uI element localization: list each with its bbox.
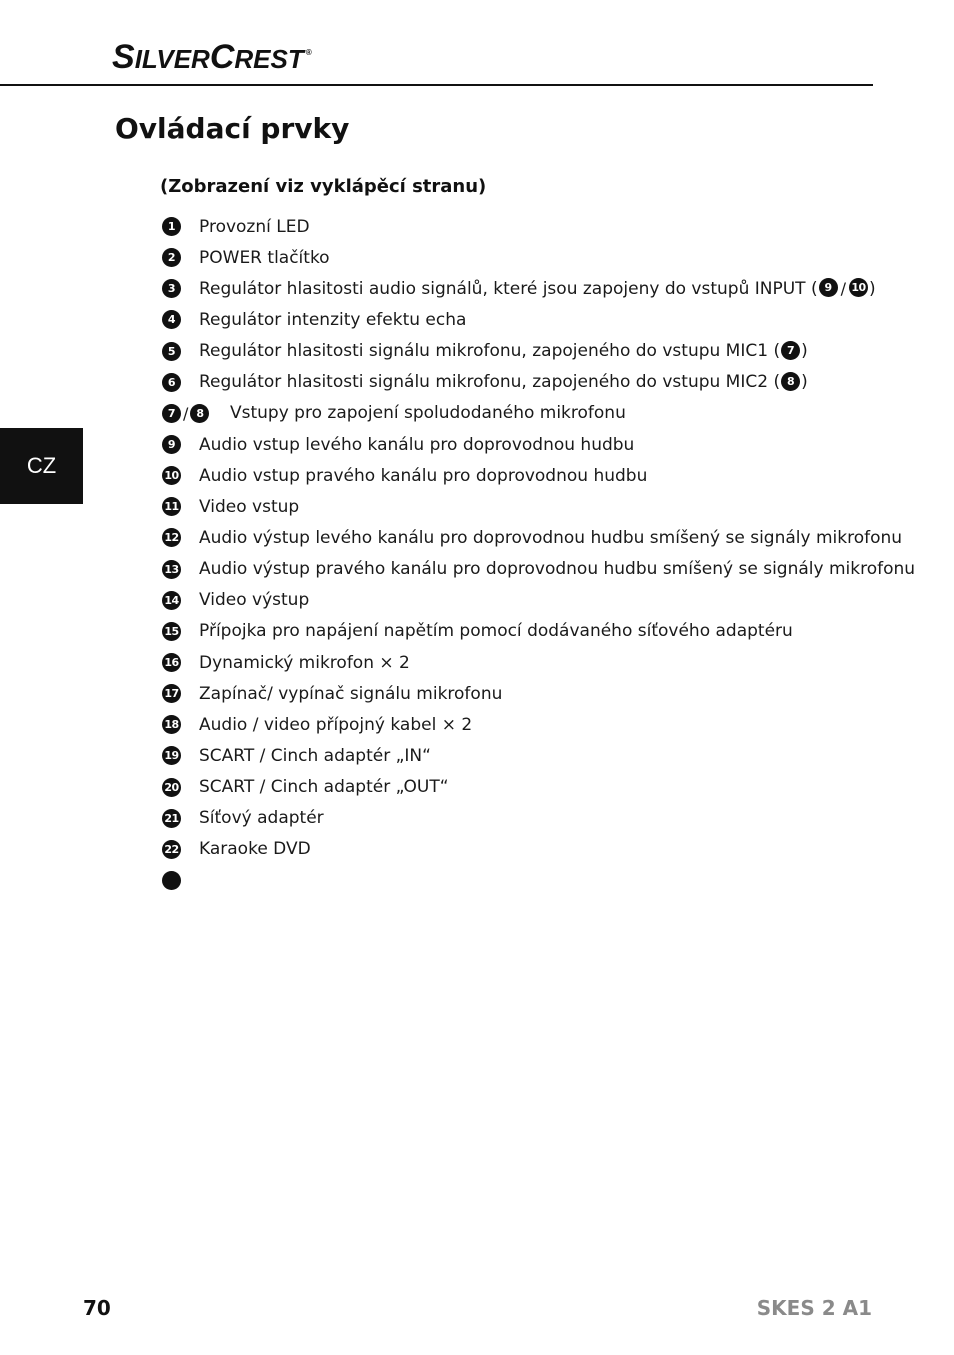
item-number-badge: 10 (162, 466, 181, 485)
item-number-badge (162, 871, 181, 890)
item-text: SCART / Cinch adaptér „OUT“ (199, 777, 449, 798)
item-text: Audio výstup pravého kanálu pro doprovodnou hudbu smíšený se signály mikrofonu (199, 559, 916, 580)
item-number-badge: 16 (162, 653, 181, 672)
item-number-badge: 22 (162, 840, 181, 859)
list-item (162, 865, 915, 896)
item-text: Audio vstup levého kanálu pro doprovodnou hudbu (199, 434, 635, 455)
item-text-tail: ) (801, 372, 808, 393)
language-tab: CZ (0, 428, 83, 504)
header-rule (0, 84, 873, 86)
controls-list (162, 211, 915, 896)
list-item (162, 304, 915, 335)
item-text-tail: ) (801, 341, 808, 362)
logo-letter-s: S (112, 38, 135, 76)
list-item (162, 522, 915, 553)
list-item: 3 Regulátor hlasitosti audio signálů, které jsou zapojeny do vstupů INPUT ( 9 / 10 ) (162, 273, 915, 304)
item-number-badge: 4 (162, 310, 181, 329)
item-text: Audio / video přípojný kabel × 2 (199, 714, 473, 735)
item-text: Přípojka pro napájení napětím pomocí dodávaného síťového adaptéru (199, 621, 793, 642)
item-number-badge: 3 (162, 279, 181, 298)
item-number-badge: 5 (162, 342, 181, 361)
list-item (162, 709, 915, 740)
item-text: Provozní LED (199, 216, 310, 237)
item-text: Audio vstup pravého kanálu pro doprovodnou hudbu (199, 465, 648, 486)
logo-text-ilver: ILVER (134, 44, 210, 74)
page-number: 70 (83, 1296, 111, 1320)
list-item (162, 647, 915, 678)
item-text: SCART / Cinch adaptér „IN“ (199, 745, 431, 766)
list-item (162, 834, 915, 865)
list-item (162, 242, 915, 273)
list-item (162, 491, 915, 522)
item-text: Video výstup (199, 590, 310, 611)
list-item (162, 336, 915, 367)
item-text-tail: ) (868, 278, 876, 299)
reference-badge: 7 (781, 341, 800, 360)
item-text: Regulátor intenzity efektu echa (199, 309, 467, 330)
section-subtitle: (Zobrazení viz vyklápěcí stranu) (160, 176, 487, 197)
item-number-badge: 15 (162, 622, 181, 641)
item-text: Vstupy pro zapojení spoludodaného mikrofonu (230, 403, 626, 424)
item-number-badge: 9 (162, 435, 181, 454)
reference-badge: 9 (819, 278, 838, 297)
list-item (162, 585, 915, 616)
item-number-badge: 20 (162, 778, 181, 797)
item-text: POWER tlačítko (199, 247, 330, 268)
item-text: Regulátor hlasitosti audio signálů, které jsou zapojeny do vstupů INPUT ( (199, 278, 818, 299)
list-item (162, 772, 915, 803)
page-title: Ovládací prvky (115, 112, 350, 145)
item-number-badge: 13 (162, 560, 181, 579)
list-item (162, 803, 915, 834)
logo-text-rest: REST (234, 44, 304, 74)
reference-badge: 10 (849, 278, 868, 297)
item-number-badge: 18 (162, 715, 181, 734)
item-text: Síťový adaptér (199, 808, 324, 829)
list-item (162, 429, 915, 460)
item-number-badge: 7 (162, 404, 181, 423)
item-text: Regulátor hlasitosti signálu mikrofonu, zapojeného do vstupu MIC1 ( (199, 341, 781, 362)
item-text: Zapínač/ vypínač signálu mikrofonu (199, 683, 503, 704)
item-number-badge: 1 (162, 217, 181, 236)
list-item (162, 554, 915, 585)
list-item (162, 211, 915, 242)
item-text: Karaoke DVD (199, 839, 311, 860)
item-number-badge: 19 (162, 746, 181, 765)
reference-badge: 8 (781, 372, 800, 391)
logo-letter-c: C (209, 38, 235, 76)
item-number-separator: / (183, 403, 189, 423)
item-number-badge: 8 (190, 404, 209, 423)
item-number-badge: 14 (162, 591, 181, 610)
item-text: Video vstup (199, 496, 300, 517)
item-text: Audio výstup levého kanálu pro doprovodnou hudbu smíšený se signály mikrofonu (199, 527, 903, 548)
list-item (162, 616, 915, 647)
item-number-badge: 6 (162, 373, 181, 392)
registered-mark: ® (305, 48, 312, 57)
list-item (162, 740, 915, 771)
list-item (162, 678, 915, 709)
item-number-badge: 12 (162, 528, 181, 547)
silvercrest-logo (112, 38, 312, 77)
item-text: Regulátor hlasitosti signálu mikrofonu, zapojeného do vstupu MIC2 ( (199, 372, 781, 393)
item-text: Dynamický mikrofon × 2 (199, 652, 410, 673)
item-number-badge: 11 (162, 497, 181, 516)
item-number-badge: 2 (162, 248, 181, 267)
model-name: SKES 2 A1 (756, 1296, 872, 1320)
list-item (162, 398, 915, 429)
list-item (162, 367, 915, 398)
list-item (162, 460, 915, 491)
item-number-badge: 21 (162, 809, 181, 828)
item-number-badge: 17 (162, 684, 181, 703)
